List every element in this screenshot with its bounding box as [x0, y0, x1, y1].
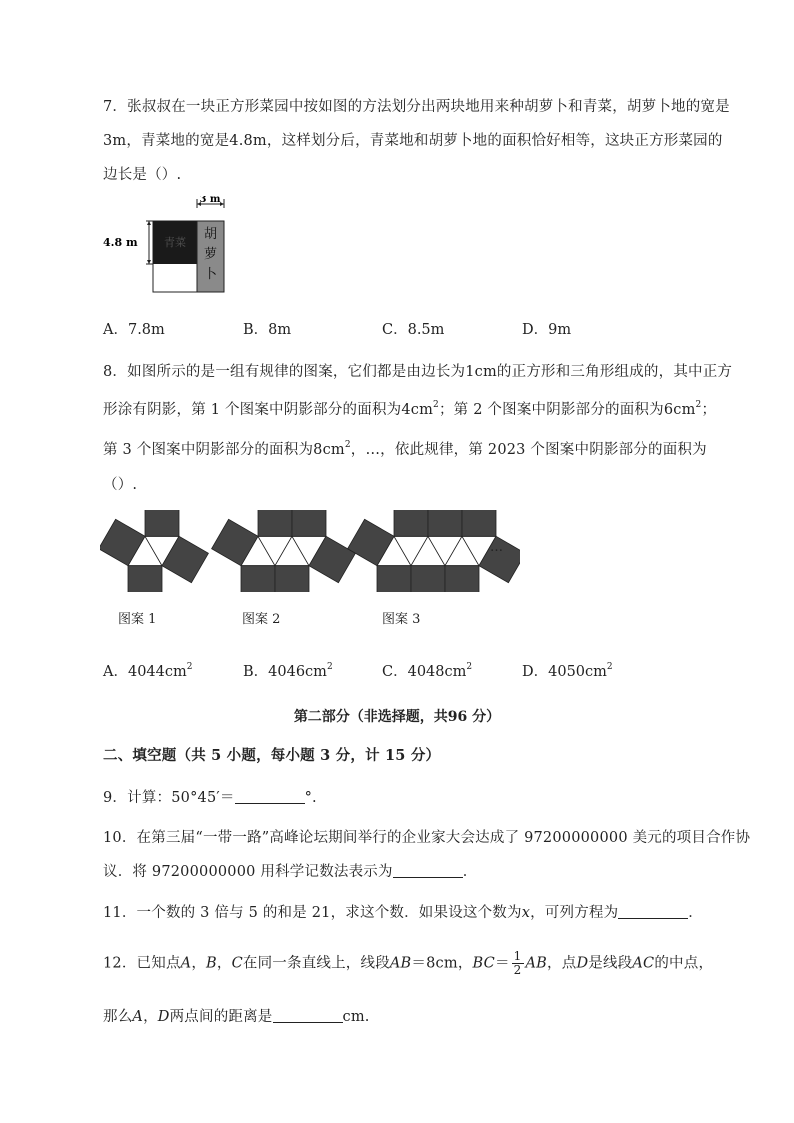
carrot-char-3: 卜: [203, 267, 218, 282]
q7-line1: 7．张叔叔在一块正方形菜园中按如图的方法划分出两块地用来种胡萝卜和青菜，胡萝卜地的宽是: [103, 99, 730, 115]
q7-line2: 3m，青菜地的宽是4.8m，这样划分后，青菜地和胡萝卜地的面积恰好相等，这块正方形菜园的: [103, 133, 723, 149]
pattern-2-square: [258, 510, 292, 536]
carrot-char-1: 胡: [203, 227, 218, 242]
q8-option-a: A．$4044cm^2$: [103, 662, 193, 680]
q8-line4: （）.: [103, 477, 138, 493]
pattern-label-3: 图案 3: [382, 612, 421, 627]
q12-line2: 那么A，D两点间的距离是 cm.: [103, 1009, 370, 1025]
q10-line1: 10．在第三届“一带一路”高峰论坛期间举行的企业家大会达成了 97200000000 美元的项目合作协: [103, 830, 751, 846]
q8-option-b: B．$4046cm^2$: [243, 662, 333, 680]
q9-line: 9．计算：50°45′＝ °.: [103, 790, 317, 806]
pattern-3-square: [411, 566, 445, 592]
pattern-3-square: [428, 510, 462, 536]
q11-line: 11．一个数的 3 倍与 5 的和是 21，求这个数．如果设这个数为x，可列方程为 ．: [103, 905, 703, 921]
section-2-title: 第二部分（非选择题，共96 分）: [293, 709, 501, 725]
pattern-2-square: [292, 510, 326, 536]
q7-option-a: A．7.8m: [103, 322, 165, 338]
pattern-2-square: [241, 566, 275, 592]
pattern-3-square: [377, 566, 411, 592]
q7-option-d: D．9m: [522, 322, 572, 338]
carrot-char-2: 萝: [203, 247, 218, 262]
q8-line1: 8．如图所示的是一组有规律的图案，它们都是由边长为1cm的正方形和三角形组成的，其中正方: [103, 364, 733, 380]
pattern-3-square: [445, 566, 479, 592]
q8-line2: 形涂有阴影，第 1 个图案中阴影部分的面积为$4cm^2$；第 2 个图案中阴影部分的面积为$6cm^2$；: [103, 400, 717, 418]
pattern-3-square: [462, 510, 496, 536]
q7-option-c: C．8.5m: [382, 322, 445, 338]
pattern-3-square: [394, 510, 428, 536]
pattern-2-square: [275, 566, 309, 592]
q9-answer-blank[interactable]: [235, 789, 305, 804]
dim-label-3m: 3 m: [199, 196, 221, 205]
q12-fraction: $\frac{1}{2}$: [513, 949, 522, 977]
q7-line3: 边长是（）.: [103, 167, 182, 183]
q12-answer-blank[interactable]: [273, 1008, 343, 1023]
green-label: 青菜: [164, 236, 186, 249]
q12-line1: 12．已知点A，B，C在同一条直线上，线段AB＝8cm，BC＝ $\frac{1}{2}$ AB，点D是线段AC的中点，: [103, 949, 714, 977]
part-2-heading: 二、填空题（共 5 小题，每小题 3 分，计 15 分）: [103, 747, 441, 764]
q8-option-d: D．$4050cm^2$: [522, 662, 613, 680]
q10-line2: 议．将 97200000000 用科学记数法表示为 ．: [103, 864, 478, 880]
q7-garden-figure: [100, 196, 230, 296]
q8-line3: 第 3 个图案中阴影部分的面积为$8cm^2$，…，依此规律，第 2023 个图案中阴影部分的面积为: [103, 440, 707, 458]
pattern-label-2: 图案 2: [242, 612, 281, 627]
pattern-1-square: [145, 510, 179, 536]
q8-pattern-figures: [100, 510, 520, 592]
q11-answer-blank[interactable]: [618, 904, 688, 919]
pattern-label-1: 图案 1: [118, 612, 157, 627]
pattern-ellipsis: …: [490, 540, 503, 555]
q8-option-c: C．$4048cm^2$: [382, 662, 473, 680]
q7-option-b: B．8m: [243, 322, 292, 338]
pattern-1-square: [128, 566, 162, 592]
q10-answer-blank[interactable]: [393, 863, 463, 878]
dim-label-4-8m: 4.8 m: [103, 236, 138, 249]
